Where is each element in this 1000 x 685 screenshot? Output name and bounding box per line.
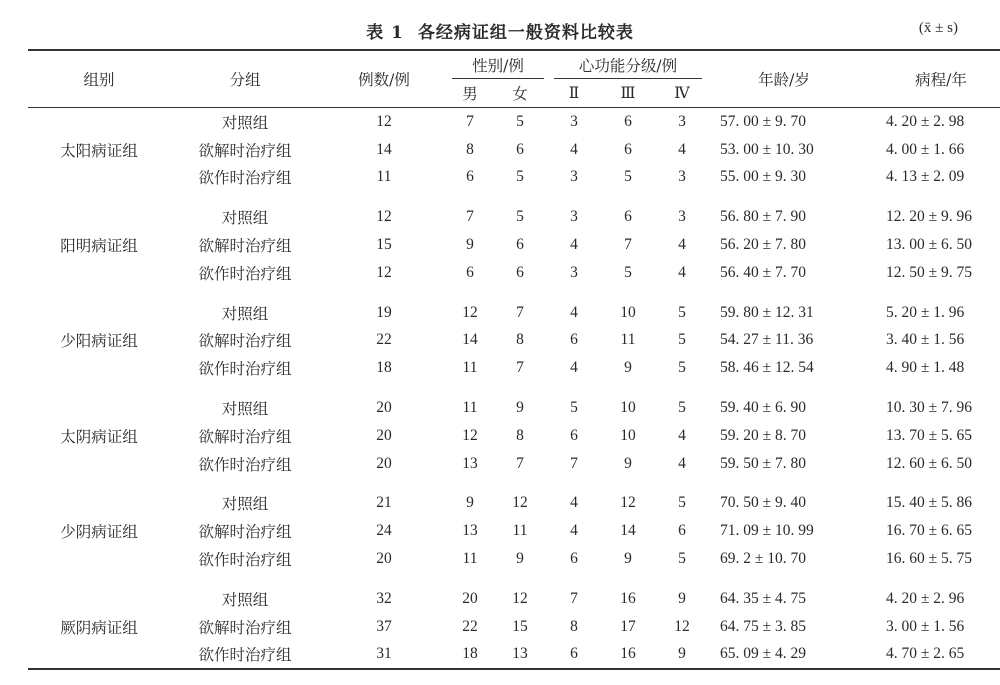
age-cell: 55. 00 ± 9. 30 xyxy=(720,168,807,186)
header-group: 组别 xyxy=(28,50,170,108)
male-cell: 12 xyxy=(462,426,478,444)
male-cell: 13 xyxy=(462,454,478,472)
subgroup-cell: 欲解时治疗组 xyxy=(198,427,292,446)
age-cell: 59. 50 ± 7. 80 xyxy=(720,454,807,472)
male-cell: 11 xyxy=(462,359,478,377)
cases-cell: 20 xyxy=(376,426,392,444)
table-row xyxy=(28,490,1000,518)
table-row xyxy=(28,545,1000,573)
course-cell: 16. 60 ± 5. 75 xyxy=(886,550,973,568)
subgroup-cell: 欲解时治疗组 xyxy=(198,332,292,351)
table-row xyxy=(28,259,1000,287)
age-cell: 59. 20 ± 8. 70 xyxy=(720,426,807,444)
age-cell: 58. 46 ± 12. 54 xyxy=(720,359,814,377)
header-sex xyxy=(448,50,548,79)
course-cell: 12. 20 ± 9. 96 xyxy=(886,208,973,226)
grade-2-cell: 6 xyxy=(548,641,600,670)
table-row xyxy=(28,354,1000,382)
table-row xyxy=(28,422,1000,450)
grade-2-cell: 8 xyxy=(570,617,578,635)
table-row xyxy=(28,585,1000,613)
grade-3-cell: 7 xyxy=(624,236,632,254)
grade-4-cell: 3 xyxy=(678,112,686,130)
age-cell: 57. 00 ± 9. 70 xyxy=(720,112,807,130)
female-cell: 5 xyxy=(516,112,524,130)
table-row xyxy=(28,299,1000,327)
grade-4-cell: 5 xyxy=(678,399,686,417)
group-name-cell: 少阳病证组 xyxy=(60,332,138,351)
cases-cell: 31 xyxy=(320,641,448,670)
header-grade-4: Ⅳ xyxy=(656,79,708,108)
female-cell: 9 xyxy=(516,550,524,568)
cases-cell: 14 xyxy=(376,140,392,158)
group-spacer xyxy=(28,382,1000,394)
cases-cell: 22 xyxy=(376,331,392,349)
age-cell: 56. 80 ± 7. 90 xyxy=(720,208,807,226)
group-spacer xyxy=(28,191,1000,203)
group-spacer xyxy=(28,478,1000,490)
cases-cell: 11 xyxy=(376,168,392,186)
group-spacer xyxy=(28,573,1000,585)
female-cell: 7 xyxy=(516,454,524,472)
age-cell: 71. 09 ± 10. 99 xyxy=(720,522,814,540)
subgroup-cell: 欲解时治疗组 xyxy=(198,618,292,637)
male-cell: 22 xyxy=(462,617,478,635)
age-cell: 70. 50 ± 9. 40 xyxy=(720,494,807,512)
female-cell: 5 xyxy=(516,208,524,226)
course-cell: 10. 30 ± 7. 96 xyxy=(886,399,973,417)
grade-3-cell: 5 xyxy=(624,263,632,281)
group-spacer xyxy=(28,287,1000,299)
header-heart-label: 心功能分级/例 xyxy=(554,54,701,79)
course-cell: 12. 60 ± 6. 50 xyxy=(886,454,973,472)
grade-2-cell: 3 xyxy=(570,112,578,130)
age-cell: 65. 09 ± 4. 29 xyxy=(708,641,860,670)
grade-4-cell: 4 xyxy=(678,140,686,158)
table-title: 各经病证组一般资料比较表 xyxy=(417,23,634,43)
male-cell: 20 xyxy=(462,589,478,607)
group-name-cell: 少阴病证组 xyxy=(60,523,138,542)
male-cell: 18 xyxy=(448,641,492,670)
subgroup-cell: 欲作时治疗组 xyxy=(198,551,292,570)
subgroup-cell: 欲解时治疗组 xyxy=(198,523,292,542)
cases-cell: 32 xyxy=(376,589,392,607)
header-age: 年龄/岁 xyxy=(708,50,860,108)
age-cell: 69. 2 ± 10. 70 xyxy=(720,550,807,568)
course-cell: 4. 20 ± 2. 96 xyxy=(886,589,965,607)
age-cell: 59. 80 ± 12. 31 xyxy=(720,303,814,321)
grade-2-cell: 3 xyxy=(570,208,578,226)
subgroup-cell: 对照组 xyxy=(221,304,269,323)
header-sex-label: 性别/例 xyxy=(452,54,544,79)
age-cell: 59. 40 ± 6. 90 xyxy=(720,399,807,417)
group-name-cell: 厥阴病证组 xyxy=(28,585,170,669)
grade-4-cell: 3 xyxy=(678,168,686,186)
course-cell: 4. 00 ± 1. 66 xyxy=(886,140,965,158)
header-heart-function xyxy=(548,50,708,79)
course-cell: 3. 40 ± 1. 56 xyxy=(886,331,965,349)
course-cell: 5. 20 ± 1. 96 xyxy=(886,303,965,321)
subgroup-cell: 欲作时治疗组 xyxy=(198,169,292,188)
group-name-cell: 太阴病证组 xyxy=(60,427,138,446)
grade-2-cell: 3 xyxy=(570,168,578,186)
table-row xyxy=(28,641,1000,670)
grade-3-cell: 6 xyxy=(624,112,632,130)
grade-4-cell: 4 xyxy=(678,263,686,281)
male-cell: 9 xyxy=(466,236,474,254)
grade-4-cell: 4 xyxy=(678,236,686,254)
table-number: 表 1 xyxy=(366,23,404,43)
subgroup-cell: 欲作时治疗组 xyxy=(198,360,292,379)
grade-3-cell: 11 xyxy=(620,331,636,349)
grade-3-cell: 12 xyxy=(620,494,636,512)
female-cell: 11 xyxy=(512,522,528,540)
header-grade-2: Ⅱ xyxy=(548,79,600,108)
grade-2-cell: 4 xyxy=(570,522,578,540)
female-cell: 15 xyxy=(512,617,528,635)
course-cell: 13. 00 ± 6. 50 xyxy=(886,236,973,254)
age-cell: 56. 40 ± 7. 70 xyxy=(720,263,807,281)
table-row xyxy=(28,203,1000,231)
table-row xyxy=(28,613,1000,641)
grade-3-cell: 10 xyxy=(620,426,636,444)
table-caption xyxy=(0,18,1000,43)
grade-4-cell: 9 xyxy=(678,589,686,607)
subgroup-cell: 对照组 xyxy=(221,495,269,514)
subgroup-cell: 欲作时治疗组 xyxy=(170,641,320,670)
female-cell: 7 xyxy=(516,359,524,377)
male-cell: 14 xyxy=(462,331,478,349)
grade-4-cell: 5 xyxy=(678,494,686,512)
header-female: 女 xyxy=(492,79,548,108)
cases-cell: 20 xyxy=(376,550,392,568)
grade-3-cell: 16 xyxy=(600,641,656,670)
course-cell: 4. 90 ± 1. 48 xyxy=(886,359,965,377)
cases-cell: 12 xyxy=(376,263,392,281)
cases-cell: 37 xyxy=(376,617,392,635)
grade-4-cell: 5 xyxy=(678,359,686,377)
grade-4-cell: 6 xyxy=(678,522,686,540)
course-cell: 16. 70 ± 6. 65 xyxy=(886,522,973,540)
cases-cell: 20 xyxy=(376,454,392,472)
course-cell: 4. 20 ± 2. 98 xyxy=(886,112,965,130)
grade-4-cell: 12 xyxy=(674,617,690,635)
course-cell: 3. 00 ± 1. 56 xyxy=(886,617,965,635)
cases-cell: 12 xyxy=(376,208,392,226)
table-row xyxy=(28,231,1000,259)
grade-3-cell: 6 xyxy=(624,208,632,226)
course-cell: 13. 70 ± 5. 65 xyxy=(886,426,973,444)
female-cell: 9 xyxy=(516,399,524,417)
grade-2-cell: 5 xyxy=(570,399,578,417)
subgroup-cell: 对照组 xyxy=(221,113,269,132)
subgroup-cell: 欲解时治疗组 xyxy=(198,237,292,256)
cases-cell: 21 xyxy=(376,494,392,512)
cases-cell: 19 xyxy=(376,303,392,321)
subgroup-cell: 欲解时治疗组 xyxy=(198,141,292,160)
table-row xyxy=(28,450,1000,478)
subgroup-cell: 对照组 xyxy=(221,400,269,419)
grade-4-cell: 4 xyxy=(678,426,686,444)
cases-cell: 12 xyxy=(376,112,392,130)
grade-3-cell: 10 xyxy=(620,399,636,417)
grade-3-cell: 10 xyxy=(620,303,636,321)
data-table xyxy=(28,49,1000,670)
age-cell: 53. 00 ± 10. 30 xyxy=(720,140,814,158)
male-cell: 7 xyxy=(466,112,474,130)
female-cell: 8 xyxy=(516,426,524,444)
male-cell: 11 xyxy=(462,399,478,417)
table-row xyxy=(28,164,1000,192)
grade-4-cell: 3 xyxy=(678,208,686,226)
female-cell: 12 xyxy=(512,589,528,607)
grade-3-cell: 9 xyxy=(624,454,632,472)
grade-3-cell: 17 xyxy=(620,617,636,635)
subgroup-cell: 欲作时治疗组 xyxy=(198,264,292,283)
grade-2-cell: 7 xyxy=(570,454,578,472)
female-cell: 12 xyxy=(512,494,528,512)
grade-3-cell: 9 xyxy=(624,550,632,568)
grade-2-cell: 6 xyxy=(570,426,578,444)
grade-3-cell: 16 xyxy=(620,589,636,607)
cases-cell: 15 xyxy=(376,236,392,254)
age-cell: 56. 20 ± 7. 80 xyxy=(720,236,807,254)
grade-2-cell: 4 xyxy=(570,236,578,254)
male-cell: 6 xyxy=(466,263,474,281)
course-cell: 4. 70 ± 2. 65 xyxy=(860,641,1000,670)
table-row xyxy=(28,136,1000,164)
male-cell: 13 xyxy=(462,522,478,540)
age-cell: 64. 75 ± 3. 85 xyxy=(720,617,807,635)
cases-cell: 18 xyxy=(376,359,392,377)
age-cell: 64. 35 ± 4. 75 xyxy=(720,589,807,607)
grade-4-cell: 9 xyxy=(656,641,708,670)
subgroup-cell: 对照组 xyxy=(221,209,269,228)
grade-2-cell: 7 xyxy=(570,589,578,607)
grade-3-cell: 6 xyxy=(624,140,632,158)
female-cell: 5 xyxy=(516,168,524,186)
female-cell: 6 xyxy=(516,140,524,158)
female-cell: 7 xyxy=(516,303,524,321)
course-cell: 4. 13 ± 2. 09 xyxy=(886,168,965,186)
header-grade-3: Ⅲ xyxy=(600,79,656,108)
grade-3-cell: 5 xyxy=(624,168,632,186)
grade-4-cell: 5 xyxy=(678,331,686,349)
course-cell: 15. 40 ± 5. 86 xyxy=(886,494,973,512)
female-cell: 6 xyxy=(516,236,524,254)
male-cell: 11 xyxy=(462,550,478,568)
grade-2-cell: 4 xyxy=(570,359,578,377)
header-male: 男 xyxy=(448,79,492,108)
group-name-cell: 太阳病证组 xyxy=(60,141,138,160)
table-body xyxy=(28,108,1000,670)
table-row xyxy=(28,108,1000,136)
cases-cell: 20 xyxy=(376,399,392,417)
female-cell: 13 xyxy=(492,641,548,670)
table-header xyxy=(28,50,1000,108)
header-course: 病程/年 xyxy=(860,50,1000,108)
grade-2-cell: 4 xyxy=(570,303,578,321)
subgroup-cell: 对照组 xyxy=(221,590,269,609)
male-cell: 12 xyxy=(462,303,478,321)
statistic-label: x̄ ± s xyxy=(923,20,953,36)
course-cell: 12. 50 ± 9. 75 xyxy=(886,263,973,281)
female-cell: 8 xyxy=(516,331,524,349)
grade-4-cell: 5 xyxy=(678,303,686,321)
subgroup-cell: 欲作时治疗组 xyxy=(198,455,292,474)
male-cell: 7 xyxy=(466,208,474,226)
table-row xyxy=(28,394,1000,422)
table-caption-row xyxy=(0,14,1000,44)
grade-2-cell: 4 xyxy=(570,494,578,512)
male-cell: 8 xyxy=(466,140,474,158)
male-cell: 9 xyxy=(466,494,474,512)
table-row xyxy=(28,327,1000,355)
grade-2-cell: 3 xyxy=(570,263,578,281)
grade-2-cell: 4 xyxy=(570,140,578,158)
table-row xyxy=(28,517,1000,545)
grade-4-cell: 5 xyxy=(678,550,686,568)
cases-cell: 24 xyxy=(376,522,392,540)
header-subgroup: 分组 xyxy=(170,50,320,108)
statistic-notation: (x̄ ± s) xyxy=(918,20,958,36)
group-name-cell: 阳明病证组 xyxy=(60,237,138,256)
grade-3-cell: 9 xyxy=(624,359,632,377)
grade-2-cell: 6 xyxy=(570,550,578,568)
grade-2-cell: 6 xyxy=(570,331,578,349)
female-cell: 6 xyxy=(516,263,524,281)
age-cell: 54. 27 ± 11. 36 xyxy=(720,331,814,349)
male-cell: 6 xyxy=(466,168,474,186)
grade-3-cell: 14 xyxy=(620,522,636,540)
header-cases: 例数/例 xyxy=(320,50,448,108)
grade-4-cell: 4 xyxy=(678,454,686,472)
